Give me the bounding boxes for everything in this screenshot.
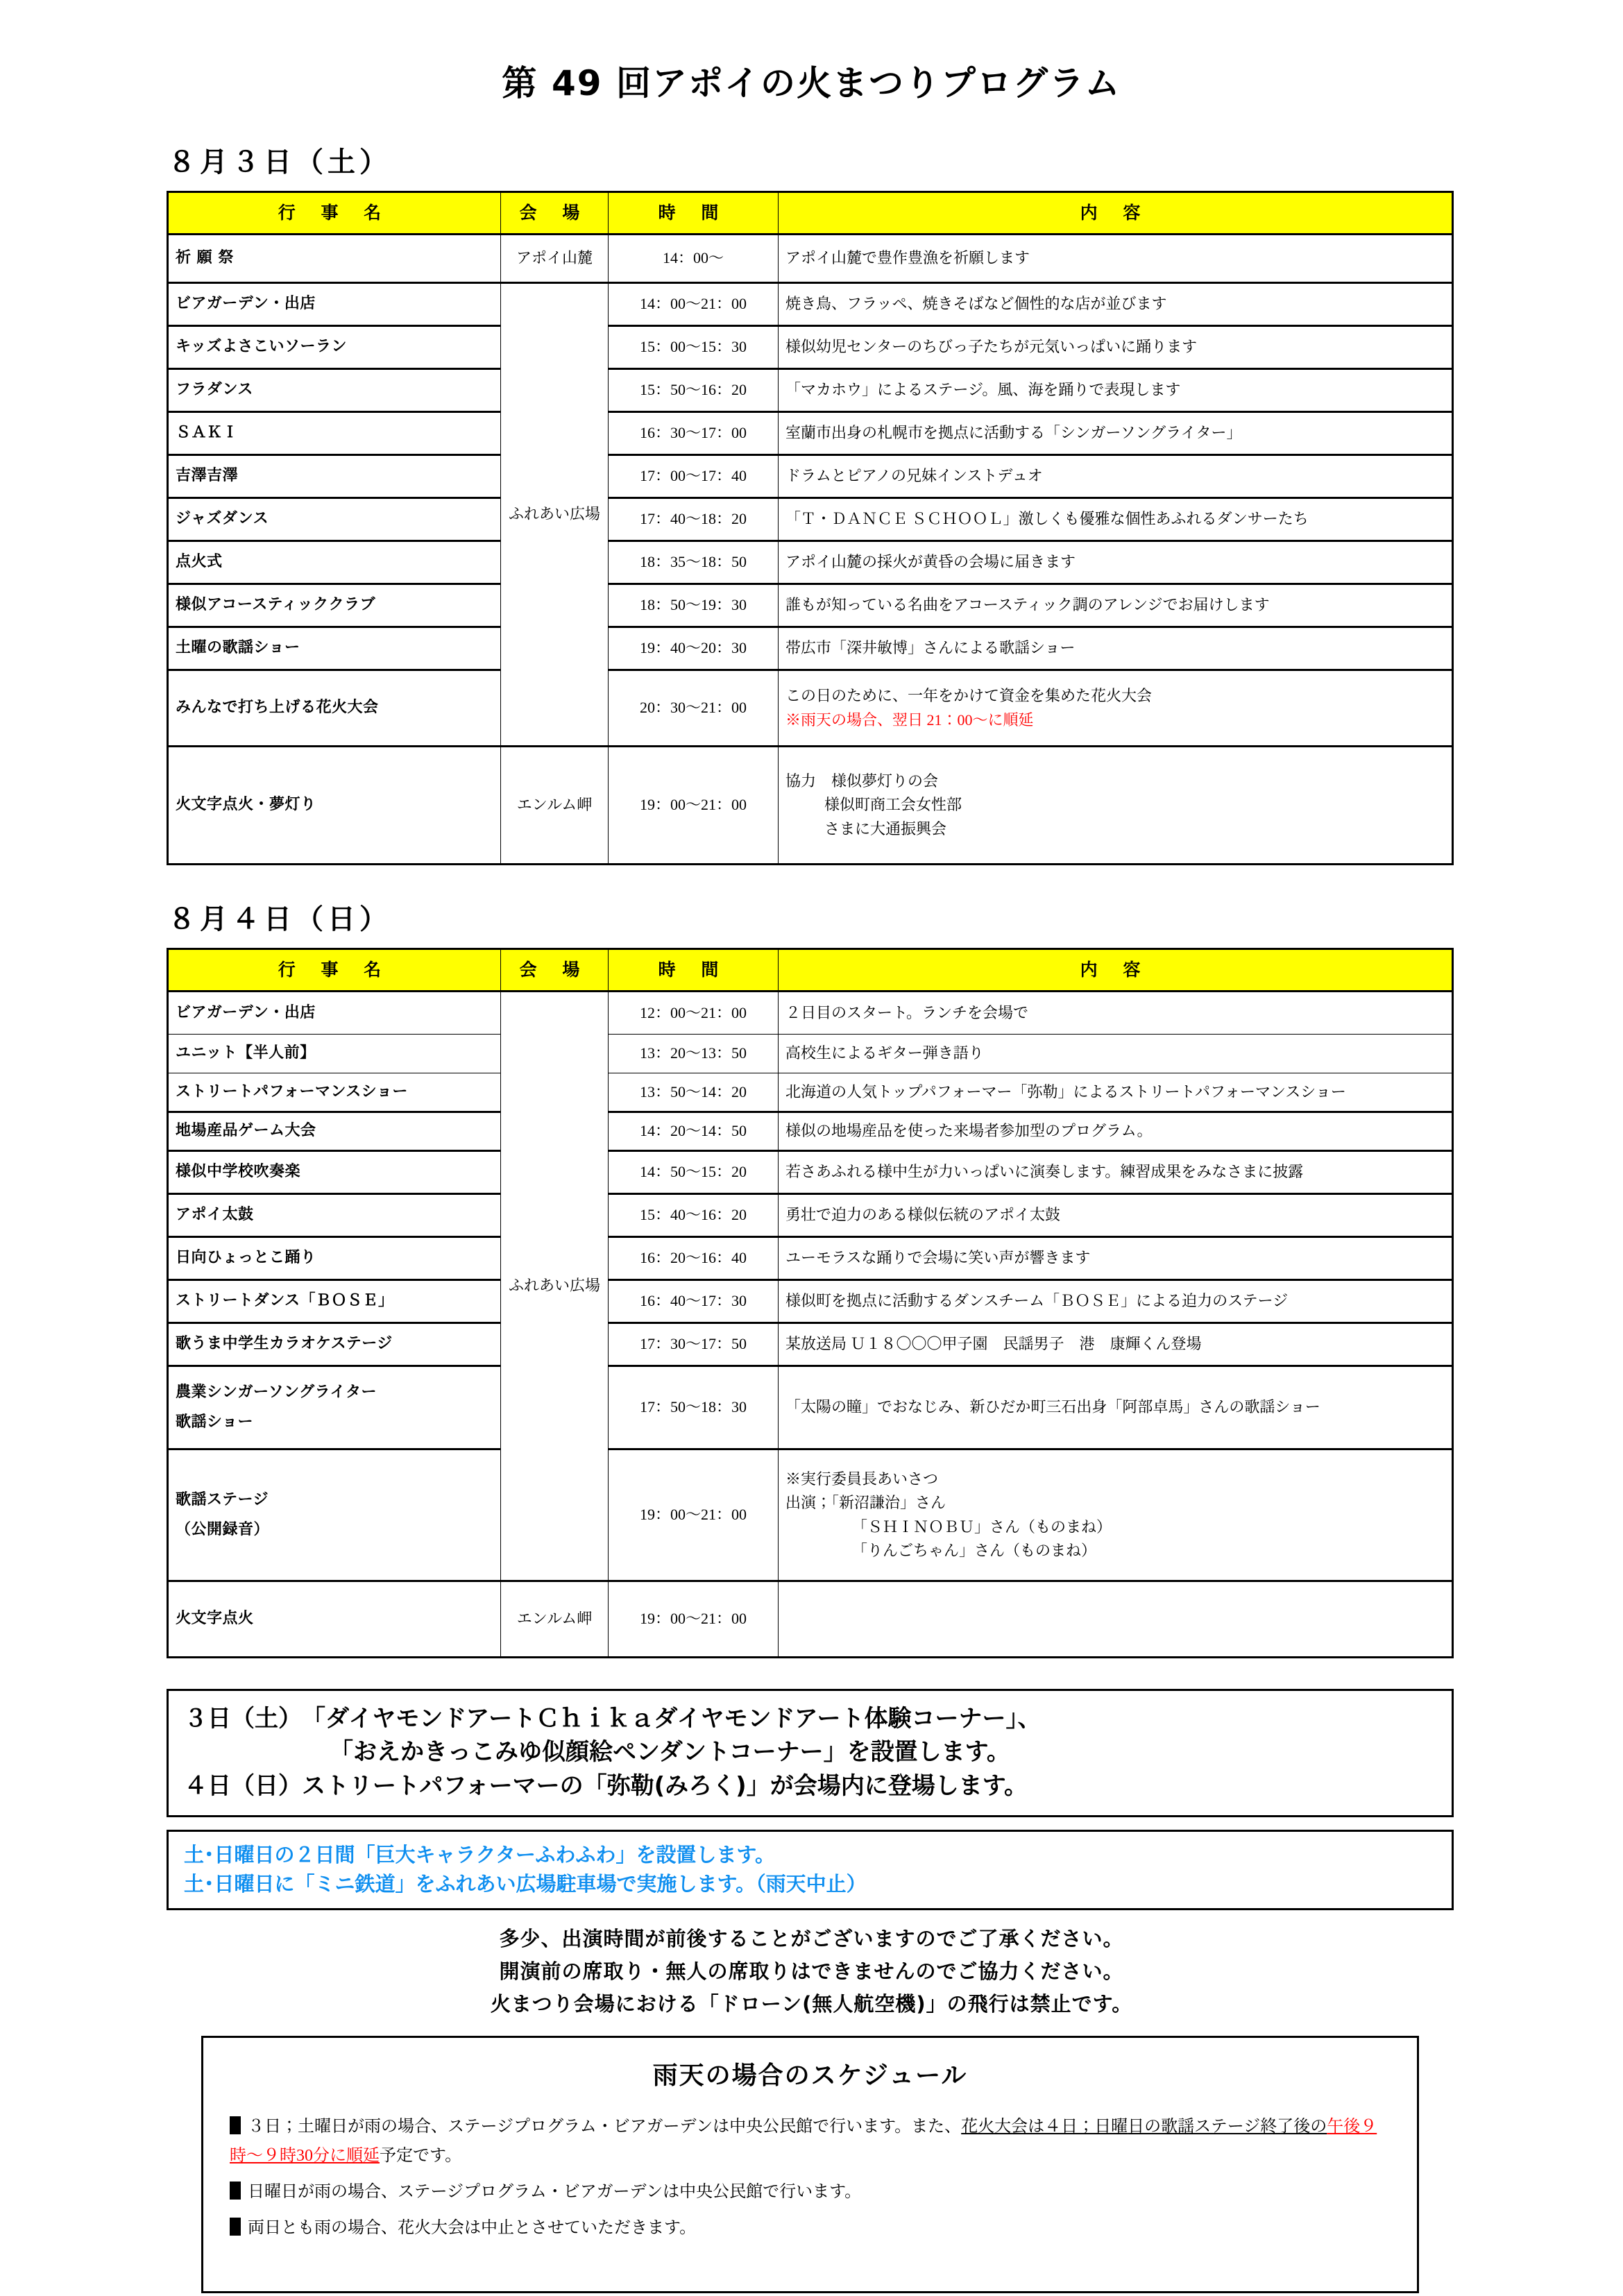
event-time: 15：40〜16：20 <box>609 1194 779 1237</box>
event-name: 点火式 <box>168 541 501 584</box>
table-row <box>168 283 1453 326</box>
event-time: 18：35〜18：50 <box>609 541 779 584</box>
event-name: 歌うま中学生カラオケステージ <box>168 1323 501 1366</box>
event-venue-shared: ふれあい広場 <box>501 992 609 1581</box>
column-header-content: 内 容 <box>779 192 1453 235</box>
event-time: 19：00〜21：00 <box>609 747 779 865</box>
event-time: 16：40〜17：30 <box>609 1280 779 1323</box>
announcement-line-3 <box>184 1769 1436 1803</box>
table-row <box>168 455 1453 498</box>
table-row <box>168 326 1453 369</box>
table-row <box>168 627 1453 670</box>
event-content: 高校生によるギター弾き語り <box>779 1035 1453 1073</box>
blue-notice-box <box>167 1830 1454 1910</box>
table-row <box>168 1151 1453 1194</box>
announcement-day-label: ４日（日） <box>184 1771 302 1800</box>
event-content-line: 協力 様似夢灯りの会 <box>785 772 939 790</box>
table-row <box>168 1581 1453 1658</box>
event-name-line: 農業シンガーソングライター <box>176 1384 377 1402</box>
event-name: みんなで打ち上げる花火大会 <box>168 670 501 747</box>
event-venue: エンルム岬 <box>501 747 609 865</box>
event-name: フラダンス <box>168 369 501 412</box>
table-row <box>168 1194 1453 1237</box>
event-content-line: 出演；「新沼謙治」さん <box>785 1494 946 1512</box>
table-row <box>168 541 1453 584</box>
event-time: 17：00〜17：40 <box>609 455 779 498</box>
table-header-row <box>168 949 1453 992</box>
event-content: 様似の地場産品を使った来場者参加型のプログラム。 <box>779 1112 1453 1151</box>
line-gap <box>176 1513 493 1518</box>
table-row <box>168 498 1453 541</box>
event-content <box>779 1449 1453 1581</box>
table-row <box>168 670 1453 747</box>
event-name: ＳＡＫＩ <box>168 412 501 455</box>
event-time: 19：40〜20：30 <box>609 627 779 670</box>
notice-line-2: 開演前の席取り・無人の席取りはできませんのでご協力ください。 <box>499 1959 1124 1983</box>
blue-notice-line-2: 土･日曜日に「ミニ鉄道」をふれあい広場駐車場で実施します。（雨天中止） <box>184 1871 867 1896</box>
event-content <box>779 1581 1453 1658</box>
square-bullet-icon <box>230 2182 241 2200</box>
event-time: 17：40〜18：20 <box>609 498 779 541</box>
announcement-line-2 <box>184 1735 1436 1769</box>
event-content <box>779 670 1453 747</box>
event-content: ドラムとピアノの兄妹インストデュオ <box>779 455 1453 498</box>
event-time: 14：50〜15：20 <box>609 1151 779 1194</box>
event-content <box>779 747 1453 865</box>
rain-item-red-underlined: 午後９時〜９時30分に順延 <box>230 2117 1377 2165</box>
table-row <box>168 412 1453 455</box>
event-content-rain-note: ※雨天の場合、翌日 21：00〜に順延 <box>785 711 1034 729</box>
table-row <box>168 1112 1453 1151</box>
event-name: 火文字点火 <box>168 1581 501 1658</box>
column-header-time: 時 間 <box>609 192 779 235</box>
notice-line-3: 火まつり会場における「ドローン(無人航空機)」の飛行は禁止です。 <box>490 1991 1133 2016</box>
table-header-row <box>168 192 1453 235</box>
event-content: ２日目のスタート。ランチを会場で <box>779 992 1453 1035</box>
event-content: ユーモラスな踊りで会場に笑い声が響きます <box>779 1237 1453 1280</box>
day1-program-table <box>167 191 1454 865</box>
event-name: ジャズダンス <box>168 498 501 541</box>
rain-item-underlined: 日の歌謡ステージ終了後の <box>1128 2117 1327 2136</box>
event-name: キッズよさこいソーラン <box>168 326 501 369</box>
event-name-line: 歌謡ステージ <box>176 1491 269 1509</box>
event-content-line: さまに大通振興会 <box>824 819 947 837</box>
event-time: 17：30〜17：50 <box>609 1323 779 1366</box>
event-content-line: 「ＳＨＩＮＯＢＵ」さん（ものまね） <box>852 1517 1112 1536</box>
rain-item-text: 予定です。 <box>380 2146 462 2165</box>
event-content: 勇壮で迫力のある様似伝統のアポイ太鼓 <box>779 1194 1453 1237</box>
rain-schedule-box <box>201 2036 1419 2293</box>
table-row <box>168 1035 1453 1073</box>
rain-item-text: ３日；土曜日が雨の場合、ステージプログラム・ビアガーデンは中央公民館で行います。また、 <box>248 2117 962 2136</box>
event-time: 20：30〜21：00 <box>609 670 779 747</box>
event-name: ビアガーデン・出店 <box>168 992 501 1035</box>
column-header-venue: 会 場 <box>501 949 609 992</box>
event-time: 19：00〜21：00 <box>609 1449 779 1581</box>
event-name: ストリートパフォーマンスショー <box>168 1073 501 1112</box>
event-time: 14：00〜 <box>609 235 779 283</box>
event-content: アポイ山麓で豊作豊漁を祈願します <box>779 235 1453 283</box>
event-time: 17：50〜18：30 <box>609 1366 779 1449</box>
announcement-text: ストリートパフォーマーの「弥勒(みろく)」が会場内に登場します。 <box>302 1771 1028 1800</box>
event-content: 誰もが知っている名曲をアコースティック調のアレンジでお届けします <box>779 584 1453 627</box>
event-content: アポイ山麓の採火が黄昏の会場に届きます <box>779 541 1453 584</box>
line-gap <box>176 1405 493 1411</box>
event-time: 13：50〜14：20 <box>609 1073 779 1112</box>
event-time: 14：20〜14：50 <box>609 1112 779 1151</box>
event-name: ビアガーデン・出店 <box>168 283 501 326</box>
table-row <box>168 992 1453 1035</box>
table-row <box>168 1323 1453 1366</box>
table-row <box>168 235 1453 283</box>
day2-program-table <box>167 948 1454 1658</box>
table-row <box>168 1280 1453 1323</box>
event-name: 火文字点火・夢灯り <box>168 747 501 865</box>
event-name-line: （公開録音） <box>176 1520 270 1538</box>
event-name: 土曜の歌謡ショー <box>168 627 501 670</box>
event-name: 様似中学校吹奏楽 <box>168 1151 501 1194</box>
event-content: 「Ｔ・ＤＡＮＣＥ ＳＣＨＯＯＬ」激しくも優雅な個性あふれるダンサーたち <box>779 498 1453 541</box>
table-row <box>168 1237 1453 1280</box>
general-notices <box>167 1923 1456 2021</box>
event-content: 焼き鳥、フラッペ、焼きそばなど個性的な店が並びます <box>779 283 1453 326</box>
event-venue-shared: ふれあい広場 <box>501 283 609 747</box>
event-time: 19：00〜21：00 <box>609 1581 779 1658</box>
announcement-line-1 <box>184 1702 1436 1735</box>
rain-schedule-title: 雨天の場合のスケジュール <box>652 2061 968 2090</box>
rain-item-text: 日曜日が雨の場合、ステージプログラム・ビアガーデンは中央公民館で行います。 <box>248 2182 862 2201</box>
event-content: 「太陽の瞳」でおなじみ、新ひだか町三石出身「阿部卓馬」さんの歌謡ショー <box>779 1366 1453 1449</box>
table-row <box>168 1449 1453 1581</box>
event-time: 15：50〜16：20 <box>609 369 779 412</box>
event-content: 室蘭市出身の札幌市を拠点に活動する「シンガーソングライター」 <box>779 412 1453 455</box>
column-header-event: 行 事 名 <box>168 949 501 992</box>
table-row <box>168 1073 1453 1112</box>
event-content-line: ※実行委員長あいさつ <box>785 1470 939 1488</box>
special-announcement-box <box>167 1689 1454 1817</box>
event-time: 12：00〜21：00 <box>609 992 779 1035</box>
event-name <box>168 1366 501 1449</box>
column-header-content: 内 容 <box>779 949 1453 992</box>
rain-schedule-item-3 <box>224 2213 1396 2243</box>
blue-notice-line-1: 土･日曜日の２日間「巨大キャラクターふわふわ」を設置します。 <box>184 1842 776 1866</box>
rain-item-text: 両日とも雨の場合、花火大会は中止とさせていただきます。 <box>248 2218 697 2237</box>
event-name: ストリートダンス「ＢＯＳＥ」 <box>168 1280 501 1323</box>
column-header-time: 時 間 <box>609 949 779 992</box>
event-name: 地場産品ゲーム大会 <box>168 1112 501 1151</box>
rain-schedule-item-1 <box>224 2112 1396 2170</box>
event-name: 吉澤吉澤 <box>168 455 501 498</box>
announcement-text: 「ダイヤモンドアートＣｈｉｋａダイヤモンドアート体験コーナー」、 <box>302 1705 1042 1733</box>
event-name: 祈 願 祭 <box>168 235 501 283</box>
day2-date-heading: ８月４日（日） <box>168 903 391 935</box>
event-time: 13：20〜13：50 <box>609 1035 779 1073</box>
event-content: 北海道の人気トップパフォーマー「弥勒」によるストリートパフォーマンスショー <box>779 1073 1453 1112</box>
event-name-line: 歌謡ショー <box>176 1413 254 1431</box>
square-bullet-icon <box>230 2116 241 2134</box>
event-time: 16：30〜17：00 <box>609 412 779 455</box>
announcement-text: 「おえかきっこみゆ似顔絵ペンダントコーナー」を設置します。 <box>330 1738 1010 1767</box>
square-bullet-icon <box>230 2218 241 2236</box>
event-content-line: この日のために、一年をかけて資金を集めた花火大会 <box>785 687 1153 705</box>
event-content: 帯広市「深井敏博」さんによる歌謡ショー <box>779 627 1453 670</box>
event-content-line: 「りんごちゃん」さん（ものまね） <box>852 1541 1097 1559</box>
event-content-line: 様似町商工会女性部 <box>824 796 962 814</box>
event-name: 様似アコースティッククラブ <box>168 584 501 627</box>
event-content: 様似幼児センターのちびっ子たちが元気いっぱいに踊ります <box>779 326 1453 369</box>
event-venue: アポイ山麓 <box>501 235 609 283</box>
rain-item-underlined: 花火大会は４日；日曜 <box>961 2117 1128 2136</box>
event-content: 様似町を拠点に活動するダンスチーム「ＢＯＳＥ」による迫力のステージ <box>779 1280 1453 1323</box>
event-time: 16：20〜16：40 <box>609 1237 779 1280</box>
event-content: 某放送局 Ｕ１８〇〇〇甲子園 民謡男子 港 康輝くん登場 <box>779 1323 1453 1366</box>
event-name: ユニット【半人前】 <box>168 1035 501 1073</box>
page-title: 第 49 回アポイの火まつりプログラム <box>502 63 1121 103</box>
column-header-venue: 会 場 <box>501 192 609 235</box>
table-row <box>168 584 1453 627</box>
table-row <box>168 747 1453 865</box>
event-name: アポイ太鼓 <box>168 1194 501 1237</box>
event-time: 15：00〜15：30 <box>609 326 779 369</box>
event-time: 18：50〜19：30 <box>609 584 779 627</box>
day1-date-heading: ８月３日（土） <box>168 146 391 178</box>
announcement-day-label: ３日（土） <box>184 1705 302 1733</box>
table-row <box>168 369 1453 412</box>
column-header-event: 行 事 名 <box>168 192 501 235</box>
event-name <box>168 1449 501 1581</box>
event-time: 14：00〜21：00 <box>609 283 779 326</box>
rain-schedule-item-2 <box>224 2177 1396 2206</box>
event-name: 日向ひょっとこ踊り <box>168 1237 501 1280</box>
notice-line-1: 多少、出演時間が前後することがございますのでご了承ください。 <box>499 1926 1124 1950</box>
event-content: 若さあふれる様中生が力いっぱいに演奏します。練習成果をみなさまに披露 <box>779 1151 1453 1194</box>
event-venue: エンルム岬 <box>501 1581 609 1658</box>
table-row <box>168 1366 1453 1449</box>
event-content: 「マカホウ」によるステージ。風、海を踊りで表現します <box>779 369 1453 412</box>
